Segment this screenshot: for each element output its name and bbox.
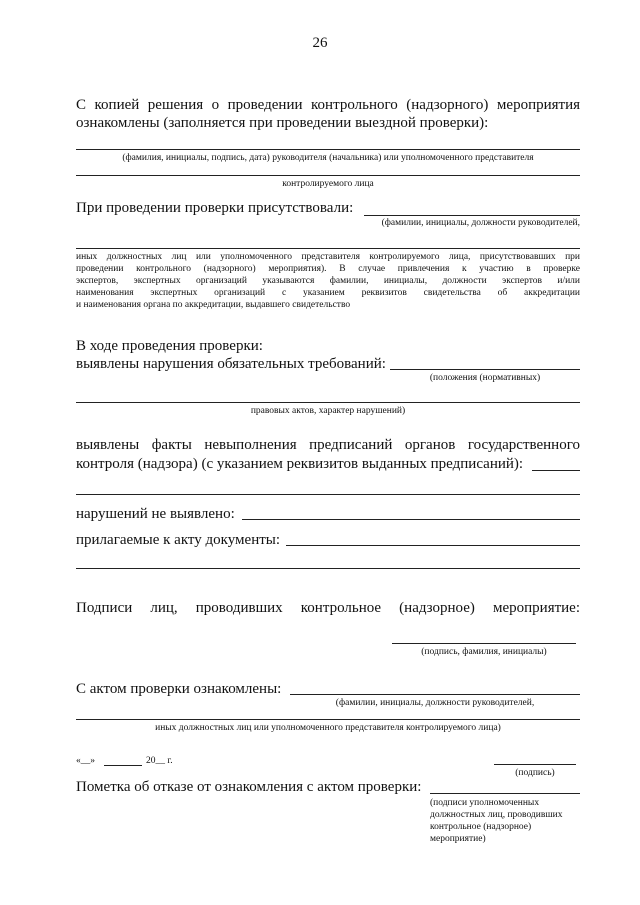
acquainted-label: С актом проверки ознакомлены: — [76, 681, 282, 697]
acquainted-fill-line — [290, 694, 580, 695]
acquainted-caption-1: (фамилии, инициалы, должности руководителей, — [335, 698, 535, 708]
present-note-line: наименования экспертных организаций с указанием реквизитов свидетельства об аккредитации — [76, 288, 580, 298]
present-fill-line — [364, 215, 580, 216]
orders-line-2: контроля (надзора) (с указанием реквизитов выданных предписаний): — [76, 456, 524, 472]
no-violations-fill-line — [242, 519, 580, 520]
sign-caption: (подпись) — [515, 768, 555, 778]
present-caption-1: (фамилии, инициалы, должности руководителей, — [381, 218, 580, 228]
copy-decision-signature-line — [76, 149, 580, 150]
violations-caption-1: (положения (нормативных) — [429, 373, 541, 383]
attached-docs-second-line — [76, 568, 580, 569]
acquainted-second-line — [76, 719, 580, 720]
copy-decision-caption-2: контролируемого лица — [282, 179, 374, 189]
date-month-line — [104, 765, 142, 766]
date-year: 20__ г. — [146, 756, 173, 766]
copy-decision-line-2: ознакомлены (заполняется при проведении выездной проверки): — [76, 115, 489, 131]
copy-decision-line-1: С копией решения о проведении контрольного (надзорного) мероприятия — [76, 97, 580, 113]
attached-docs-label: прилагаемые к акту документы: — [76, 532, 281, 548]
findings-heading: В ходе проведения проверки: — [76, 338, 263, 354]
copy-decision-line-second — [76, 175, 580, 176]
signatures-caption: (подпись, фамилия, инициалы) — [421, 647, 547, 657]
sign-line — [494, 764, 576, 765]
refusal-caption — [430, 797, 580, 845]
violations-fill-line — [390, 369, 580, 370]
present-note-line: и наименования органа по аккредитации, выдавшего свидетельство — [76, 300, 351, 310]
present-note-line: экспертов, экспертных организаций указываются фамилии, инициалы, должности экспертов и/или — [76, 276, 580, 286]
present-label: При проведении проверки присутствовали: — [76, 200, 354, 216]
refusal-caption-line: мероприятие) — [430, 834, 486, 844]
violations-second-line — [76, 402, 580, 403]
signatures-label: Подписи лиц, проводивших контрольное (надзорное) мероприятие: — [76, 600, 580, 616]
refusal-caption-line: контрольное (надзорное) — [430, 822, 532, 832]
date-day: «__» — [76, 756, 95, 766]
refusal-fill-line — [430, 793, 580, 794]
present-note-line: проведении контрольного (надзорного) мероприятия). В случае привлечения к участию в проверке — [76, 264, 580, 274]
acquainted-caption-2: иных должностных лиц или уполномоченного представителя контролируемого лица) — [155, 723, 501, 733]
copy-decision-caption-1: (фамилия, инициалы, подпись, дата) руководителя (начальника) или уполномоченного представителя — [122, 153, 534, 163]
present-second-line — [76, 248, 580, 249]
violations-caption-2: правовых актов, характер нарушений) — [250, 406, 406, 416]
signatures-fill-line — [392, 643, 576, 644]
page-number: 26 — [312, 35, 328, 51]
attached-docs-fill-line — [286, 545, 580, 546]
refusal-caption-line: (подписи уполномоченных — [430, 798, 540, 808]
refusal-label: Пометка об отказе от ознакомления с актом проверки: — [76, 779, 422, 795]
violations-label: выявлены нарушения обязательных требований: — [76, 356, 386, 372]
refusal-caption-line: должностных лиц, проводивших — [430, 810, 563, 820]
present-note-line: иных должностных лиц или уполномоченного представителя контролируемого лица, присутствовавших при — [76, 252, 580, 262]
orders-fill-line — [532, 470, 580, 471]
present-note — [76, 251, 580, 311]
no-violations-label: нарушений не выявлено: — [76, 506, 235, 522]
orders-line-1: выявлены факты невыполнения предписаний органов государственного — [76, 437, 580, 453]
orders-second-line — [76, 494, 580, 495]
